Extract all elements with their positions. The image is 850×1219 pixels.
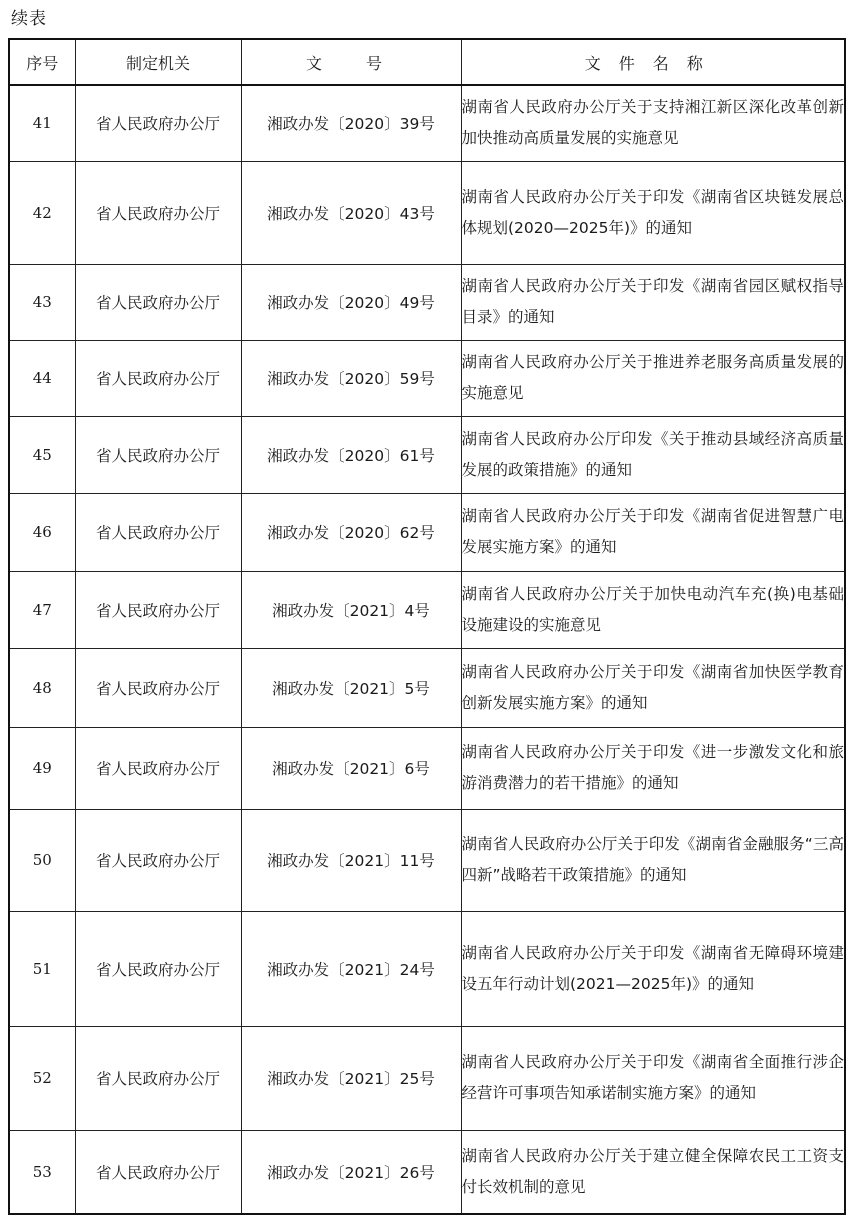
table-row: [9, 727, 845, 809]
table-row: [9, 809, 845, 911]
row-document-number: 湘政办发〔2021〕25号: [241, 1026, 461, 1130]
row-issuing-authority: 省人民政府办公厅: [75, 161, 241, 264]
row-serial-number: 50: [9, 809, 75, 911]
row-document-number: 湘政办发〔2020〕59号: [241, 340, 461, 416]
row-document-number: 湘政办发〔2021〕5号: [241, 648, 461, 727]
header-document-title: 文件名称: [461, 39, 845, 85]
row-issuing-authority: 省人民政府办公厅: [75, 493, 241, 571]
row-issuing-authority: 省人民政府办公厅: [75, 727, 241, 809]
row-serial-number: 41: [9, 85, 75, 161]
row-serial-number: 49: [9, 727, 75, 809]
row-issuing-authority: 省人民政府办公厅: [75, 1026, 241, 1130]
row-issuing-authority: 省人民政府办公厅: [75, 264, 241, 340]
table-row: [9, 571, 845, 648]
row-issuing-authority: 省人民政府办公厅: [75, 648, 241, 727]
row-document-title: 湖南省人民政府办公厅关于加快电动汽车充(换)电基础设施建设的实施意见: [461, 571, 845, 648]
header-serial-number: 序号: [9, 39, 75, 85]
table-row: [9, 416, 845, 493]
row-document-number: 湘政办发〔2020〕49号: [241, 264, 461, 340]
header-issuing-authority: 制定机关: [75, 39, 241, 85]
row-serial-number: 48: [9, 648, 75, 727]
row-serial-number: 42: [9, 161, 75, 264]
row-document-number: 湘政办发〔2020〕39号: [241, 85, 461, 161]
table-row: [9, 161, 845, 264]
row-document-title: 湖南省人民政府办公厅关于印发《湖南省加快医学教育创新发展实施方案》的通知: [461, 648, 845, 727]
table-row: [9, 1130, 845, 1214]
row-issuing-authority: 省人民政府办公厅: [75, 416, 241, 493]
row-document-title: 湖南省人民政府办公厅关于印发《湖南省无障碍环境建设五年行动计划(2021—2025年)》的通知: [461, 911, 845, 1026]
row-document-number: 湘政办发〔2020〕61号: [241, 416, 461, 493]
row-issuing-authority: 省人民政府办公厅: [75, 1130, 241, 1214]
row-document-number: 湘政办发〔2020〕62号: [241, 493, 461, 571]
row-document-title: 湖南省人民政府办公厅关于支持湘江新区深化改革创新加快推动高质量发展的实施意见: [461, 85, 845, 161]
row-document-number: 湘政办发〔2021〕24号: [241, 911, 461, 1026]
row-serial-number: 43: [9, 264, 75, 340]
row-serial-number: 46: [9, 493, 75, 571]
document-list-table: [8, 38, 846, 1215]
table-row: [9, 493, 845, 571]
row-serial-number: 44: [9, 340, 75, 416]
row-document-title: 湖南省人民政府办公厅关于印发《湖南省促进智慧广电发展实施方案》的通知: [461, 493, 845, 571]
row-document-title: 湖南省人民政府办公厅关于推进养老服务高质量发展的实施意见: [461, 340, 845, 416]
table-row: [9, 648, 845, 727]
row-serial-number: 51: [9, 911, 75, 1026]
table-row: [9, 264, 845, 340]
row-serial-number: 45: [9, 416, 75, 493]
row-issuing-authority: 省人民政府办公厅: [75, 340, 241, 416]
row-document-title: 湖南省人民政府办公厅关于建立健全保障农民工工资支付长效机制的意见: [461, 1130, 845, 1214]
row-document-title: 湖南省人民政府办公厅关于印发《湖南省金融服务“三高四新”战略若干政策措施》的通知: [461, 809, 845, 911]
header-document-number: 文 号: [241, 39, 461, 85]
row-document-number: 湘政办发〔2021〕6号: [241, 727, 461, 809]
row-issuing-authority: 省人民政府办公厅: [75, 911, 241, 1026]
row-issuing-authority: 省人民政府办公厅: [75, 809, 241, 911]
row-issuing-authority: 省人民政府办公厅: [75, 85, 241, 161]
row-serial-number: 47: [9, 571, 75, 648]
row-serial-number: 52: [9, 1026, 75, 1130]
row-document-number: 湘政办发〔2021〕11号: [241, 809, 461, 911]
row-document-title: 湖南省人民政府办公厅关于印发《湖南省区块链发展总体规划(2020—2025年)》的通知: [461, 161, 845, 264]
row-serial-number: 53: [9, 1130, 75, 1214]
table-header-row: [9, 39, 845, 85]
row-document-title: 湖南省人民政府办公厅印发《关于推动县域经济高质量发展的政策措施》的通知: [461, 416, 845, 493]
table-row: [9, 340, 845, 416]
row-issuing-authority: 省人民政府办公厅: [75, 571, 241, 648]
continued-table-label: 续表: [11, 9, 47, 29]
table-row: [9, 911, 845, 1026]
table-row: [9, 85, 845, 161]
row-document-number: 湘政办发〔2021〕26号: [241, 1130, 461, 1214]
table-body: [9, 85, 845, 1214]
row-document-title: 湖南省人民政府办公厅关于印发《湖南省园区赋权指导目录》的通知: [461, 264, 845, 340]
row-document-title: 湖南省人民政府办公厅关于印发《进一步激发文化和旅游消费潜力的若干措施》的通知: [461, 727, 845, 809]
table-row: [9, 1026, 845, 1130]
row-document-number: 湘政办发〔2021〕4号: [241, 571, 461, 648]
row-document-title: 湖南省人民政府办公厅关于印发《湖南省全面推行涉企经营许可事项告知承诺制实施方案》的通知: [461, 1026, 845, 1130]
row-document-number: 湘政办发〔2020〕43号: [241, 161, 461, 264]
